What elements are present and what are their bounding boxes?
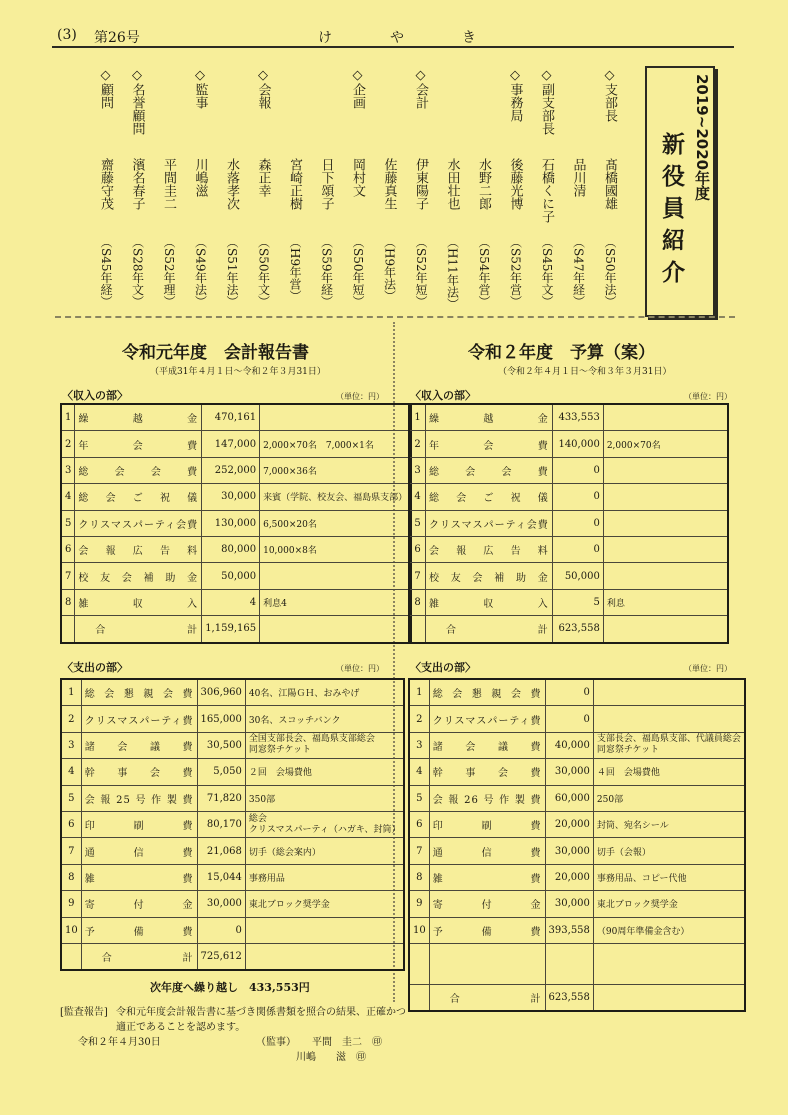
cell-memo: 2,000×70名 7,000×1名 [260,431,412,457]
cell-no: 4 [61,759,81,785]
newsletter-title: けやき [318,30,534,46]
table-row [61,838,404,864]
table-row [409,484,728,510]
cell-memo [603,536,728,562]
cell-item: 総会会費 [75,457,202,483]
officer-year: （S50年短） [351,236,365,308]
officer-name: 齋藤守茂 [98,158,113,210]
cell-no: 1 [409,679,429,706]
officer-name: 伊東陽子 [413,158,428,210]
officer-year: （S52年営） [508,236,523,308]
officer-name: 佐藤真生 [381,158,397,210]
cell-memo: 6,500×20名 [260,510,412,536]
cell-amount: 5 [552,589,603,615]
officer-year: （S28年文） [130,236,145,308]
table-row [61,811,404,837]
cell-no: 2 [61,431,75,457]
cell-memo [260,616,412,643]
cell-no: 2 [409,431,426,457]
cell-no: 6 [61,536,75,562]
cell-item: 年会費 [75,431,202,457]
cell-amount: 0 [545,679,593,706]
cell-amount: 306,960 [197,679,245,706]
cell-item: クリスマスパーティ会費 [426,510,553,536]
table-row [409,785,745,811]
officer-name: 平間圭二 [161,158,176,210]
cell-no: 5 [61,510,75,536]
cell-memo [260,563,412,589]
box-title: 新役員紹介 [658,132,684,292]
officer-year: （H9年営） [288,236,302,303]
cell-memo [603,563,728,589]
officer-name: 水野二郎 [476,158,491,210]
cell-amount: 393,558 [545,917,593,943]
table-row [409,510,728,536]
cell-memo [603,616,728,643]
cell-memo [603,404,728,431]
cell-memo: 利息 [603,589,728,615]
officer-role: ◇顧問 [98,68,113,109]
cell-no: 1 [61,679,81,706]
cell-memo: 利息4 [260,589,412,615]
cell-no: 1 [61,404,75,431]
table-row [61,404,411,431]
table-row [409,404,728,431]
officer-name: 石橋くに子 [539,158,554,223]
cell-amount: 623,558 [552,616,603,643]
budget-expense-label: 〈支出の部〉 [410,661,476,674]
cell-item: 合計 [429,984,545,1011]
cell-no [409,984,429,1011]
cell-amount [545,943,593,984]
table-row [409,811,745,837]
page-number: (3) [57,27,77,43]
cell-no: 6 [409,811,429,837]
cell-memo [603,484,728,510]
cell-amount: 165,000 [197,706,245,732]
officer-year: （S47年経） [571,236,586,308]
issue-number: 第26号 [94,30,140,46]
cell-memo [603,510,728,536]
header-rule [52,46,734,48]
budget-income-label: 〈収入の部〉 [410,389,476,402]
auditor-role: （監事） [256,1037,296,1048]
section-divider [55,316,735,324]
cell-no: 1 [409,404,426,431]
officer-name: 川嶋滋 [192,158,208,197]
cell-no: 9 [61,891,81,917]
cell-no: 6 [409,536,426,562]
cell-item: 寄付金 [429,891,545,917]
carryover: 次年度へ繰り越し 433,553円 [150,981,310,994]
cell-amount: 5,050 [197,759,245,785]
title-box [645,66,715,317]
officer-year: （H11年法） [445,236,460,310]
cell-item: 会報広告料 [75,536,202,562]
cell-no: 4 [409,759,429,785]
officer-role: ◇名誉顧問 [129,68,145,135]
cell-memo: 支部長会、福島県支部、代議員総会 同窓祭チケット [593,732,745,758]
cell-amount: 30,000 [197,891,245,917]
cell-no: 4 [61,484,75,510]
cell-memo [245,943,404,970]
cell-item [429,943,545,984]
officer-role: ◇支部長 [602,68,617,122]
cell-item: 印刷費 [429,811,545,837]
audit-date: 令和２年４月30日 [78,1037,161,1048]
cell-amount: 0 [552,484,603,510]
cell-memo: 全国支部長会、福島県支部総会 同窓祭チケット [245,732,404,758]
cell-item: 繰越金 [75,404,202,431]
cell-no: 3 [61,457,75,483]
table-row [61,785,404,811]
audit-label: [監査報告] [60,1007,108,1018]
cell-memo [260,404,412,431]
table-row [409,943,745,984]
officer-role: ◇副支部長 [539,68,554,135]
cell-no: 7 [409,838,429,864]
cell-amount: 80,000 [202,536,260,562]
cell-amount: 623,558 [545,984,593,1011]
table-row [61,917,404,943]
table-row [61,431,411,457]
cell-item: 合計 [426,616,553,643]
cell-memo: 250部 [593,785,745,811]
table-row [409,732,745,758]
cell-no: 4 [409,484,426,510]
cell-no: 7 [61,838,81,864]
report-unit-2: （単位：円） [336,664,384,673]
cell-memo: 切手（総会案内） [245,838,404,864]
cell-amount: 252,000 [202,457,260,483]
cell-memo: ４回 会場費他 [593,759,745,785]
cell-item: 雑費 [81,864,197,890]
cell-amount: 80,170 [197,811,245,837]
cell-amount: 60,000 [545,785,593,811]
officer-role: ◇会計 [413,68,428,109]
cell-item: 校友会補助金 [75,563,202,589]
report-period: （平成31年４月１日～令和２年３月31日） [150,367,326,377]
table-row [409,917,745,943]
cell-item: クリスマスパーティ費 [429,706,545,732]
cell-item: クリスマスパーティ会費 [75,510,202,536]
table-row [409,759,745,785]
cell-amount: 30,000 [202,484,260,510]
cell-amount: 4 [202,589,260,615]
cell-memo: 来賓（学院、校友会、福島県支部） [260,484,412,510]
cell-no [409,943,429,984]
table-row [61,759,404,785]
cell-no: 8 [409,864,429,890]
cell-no [61,616,75,643]
officer-name: 森正幸 [255,158,271,197]
officer-year: （S49年法） [193,236,208,308]
officer-year: （S50年法） [603,236,617,308]
report-income-table [60,403,412,644]
cell-item: 予備費 [81,917,197,943]
officer-year: （S45年文） [540,236,554,308]
budget-income-table [408,403,729,644]
cell-item: 雑収入 [75,589,202,615]
cell-item: 総会ご祝儀 [75,484,202,510]
cell-memo: 2,000×70名 [603,431,728,457]
cell-item: 雑収入 [426,589,553,615]
cell-memo [593,943,745,984]
table-row [61,706,404,732]
cell-item: 予備費 [429,917,545,943]
budget-expense-table [408,678,746,1012]
cell-amount: 30,500 [197,732,245,758]
cell-item: 繰越金 [426,404,553,431]
cell-memo: 事務用品、コピー代他 [593,864,745,890]
cell-memo [593,706,745,732]
table-row [409,838,745,864]
cell-no: 7 [61,563,75,589]
cell-memo: 事務用品 [245,864,404,890]
budget-unit-2: （単位：円） [684,664,732,673]
officer-year: （S51年法） [225,236,239,308]
cell-amount: 20,000 [545,864,593,890]
cell-amount: 71,820 [197,785,245,811]
cell-memo: 封筒、宛名シール [593,811,745,837]
table-row [61,484,411,510]
officer-role: ◇企画 [350,68,365,109]
cell-memo: 東北ブロック奨学金 [245,891,404,917]
officer-name: 髙橋國雄 [602,158,617,210]
audit-text-2: 適正であることを認めます。 [116,1022,246,1033]
cell-item: 寄付金 [81,891,197,917]
cell-amount: 130,000 [202,510,260,536]
table-row [61,457,411,483]
cell-amount: 20,000 [545,811,593,837]
officer-name: 水落孝次 [224,158,239,210]
table-row [409,431,728,457]
budget-period: （令和２年４月１日～令和３年３月31日） [498,367,672,377]
table-row [409,457,728,483]
cell-amount: 21,068 [197,838,245,864]
cell-amount: 0 [197,917,245,943]
cell-no: 5 [61,785,81,811]
cell-memo: 10,000×8名 [260,536,412,562]
cell-amount: 0 [552,536,603,562]
cell-item: 諸会議費 [429,732,545,758]
table-row [61,563,411,589]
officer-name: 水田壮也 [444,158,460,210]
cell-no: 2 [61,706,81,732]
cell-amount: 433,553 [552,404,603,431]
cell-no: 10 [409,917,429,943]
cell-item: 合計 [75,616,202,643]
officer-year: （S59年経） [319,236,334,308]
table-row [61,943,404,970]
cell-item: 総会懇親会費 [81,679,197,706]
cell-amount: 470,161 [202,404,260,431]
report-unit: （単位：円） [336,392,384,401]
cell-memo [603,457,728,483]
cell-memo: （90周年準備金含む） [593,917,745,943]
table-row [409,706,745,732]
cell-memo: 総会 クリスマスパーティ（ハガキ、封筒） [245,811,404,837]
cell-memo: 切手（会報） [593,838,745,864]
cell-item: 通信費 [81,838,197,864]
cell-amount: 147,000 [202,431,260,457]
table-row [61,510,411,536]
cell-no: 8 [61,589,75,615]
officer-role: ◇監事 [192,68,208,109]
cell-amount: 30,000 [545,759,593,785]
officer-name: 濱名春子 [129,158,145,210]
cell-amount: 15,044 [197,864,245,890]
cell-amount: 50,000 [202,563,260,589]
table-row [409,679,745,706]
cell-no: 3 [409,732,429,758]
cell-item: クリスマスパーティ費 [81,706,197,732]
officer-year: （S50年文） [256,236,271,308]
cell-memo: 40名、江陽ＧＨ、おみやげ [245,679,404,706]
cell-no: 2 [409,706,429,732]
cell-amount: 30,000 [545,891,593,917]
table-row [61,679,404,706]
cell-item: 総会ご祝儀 [426,484,553,510]
table-row [409,984,745,1011]
cell-no [409,616,426,643]
cell-item: 年会費 [426,431,553,457]
officer-name: 宮崎正樹 [287,158,302,210]
table-row [409,563,728,589]
table-row [61,891,404,917]
report-expense-table [60,678,405,971]
budget-title: 令和２年度 予算（案） [468,343,655,363]
table-row [409,616,728,643]
officer-name: 品川清 [570,158,586,197]
table-row [61,732,404,758]
cell-memo [593,679,745,706]
audit-text-1: 令和元年度会計報告書に基づき関係書類を照合の結果、正確かつ [116,1007,406,1018]
cell-amount: 0 [552,457,603,483]
cell-item: 諸会議費 [81,732,197,758]
report-title: 令和元年度 会計報告書 [122,343,309,363]
report-income-label: 〈収入の部〉 [62,389,128,402]
auditor-1: 平間 圭二 ㊞ [312,1037,382,1048]
cell-no: 9 [409,891,429,917]
cell-amount: 0 [552,510,603,536]
cell-item: 合計 [81,943,197,970]
table-row [61,864,404,890]
cell-item: 校友会補助金 [426,563,553,589]
cell-item: 総会懇親会費 [429,679,545,706]
cell-no: 6 [61,811,81,837]
auditor-2: 川嶋 滋 ㊞ [296,1052,366,1063]
cell-amount: 50,000 [552,563,603,589]
cell-memo: 東北ブロック奨学金 [593,891,745,917]
table-row [61,616,411,643]
cell-item: 会報25号作製費 [81,785,197,811]
cell-no: 3 [409,457,426,483]
cell-memo: 30名、スコッチバンク [245,706,404,732]
table-row [409,536,728,562]
cell-item: 会報26号作製費 [429,785,545,811]
table-row [61,589,411,615]
officer-role: ◇事務局 [507,68,523,122]
cell-item: 総会会費 [426,457,553,483]
officer-year: （S52年短） [414,236,428,308]
budget-unit: （単位：円） [684,392,732,401]
report-expense-label: 〈支出の部〉 [62,661,128,674]
officer-year: （S52年理） [162,236,176,308]
cell-memo [593,984,745,1011]
table-row [409,864,745,890]
cell-amount: 0 [545,706,593,732]
cell-amount: 725,612 [197,943,245,970]
officer-year: （S54年営） [477,236,491,308]
cell-item: 幹事会費 [429,759,545,785]
cell-no: 7 [409,563,426,589]
cell-item: 雑費 [429,864,545,890]
cell-no: 5 [409,785,429,811]
cell-memo: ２回 会場費他 [245,759,404,785]
table-row [61,536,411,562]
cell-amount: 40,000 [545,732,593,758]
cell-item: 印刷費 [81,811,197,837]
cell-item: 幹事会費 [81,759,197,785]
officer-year: （S45年経） [99,236,113,308]
cell-amount: 30,000 [545,838,593,864]
cell-memo [245,917,404,943]
table-row [409,891,745,917]
cell-no [61,943,81,970]
cell-no: 8 [409,589,426,615]
officer-name: 日下頌子 [318,158,334,210]
term-years: 2019~2020年度 [693,74,711,201]
cell-no: 10 [61,917,81,943]
cell-amount: 140,000 [552,431,603,457]
officer-name: 後藤光博 [507,158,523,210]
officer-year: （H9年法） [382,236,397,303]
cell-no: 5 [409,510,426,536]
table-row [409,589,728,615]
cell-memo: 350部 [245,785,404,811]
cell-memo: 7,000×36名 [260,457,412,483]
cell-item: 会報広告料 [426,536,553,562]
cell-amount: 1,159,165 [202,616,260,643]
cell-item: 通信費 [429,838,545,864]
officer-name: 岡村文 [350,158,365,197]
cell-no: 3 [61,732,81,758]
officer-role: ◇会報 [255,68,271,109]
cell-no: 8 [61,864,81,890]
